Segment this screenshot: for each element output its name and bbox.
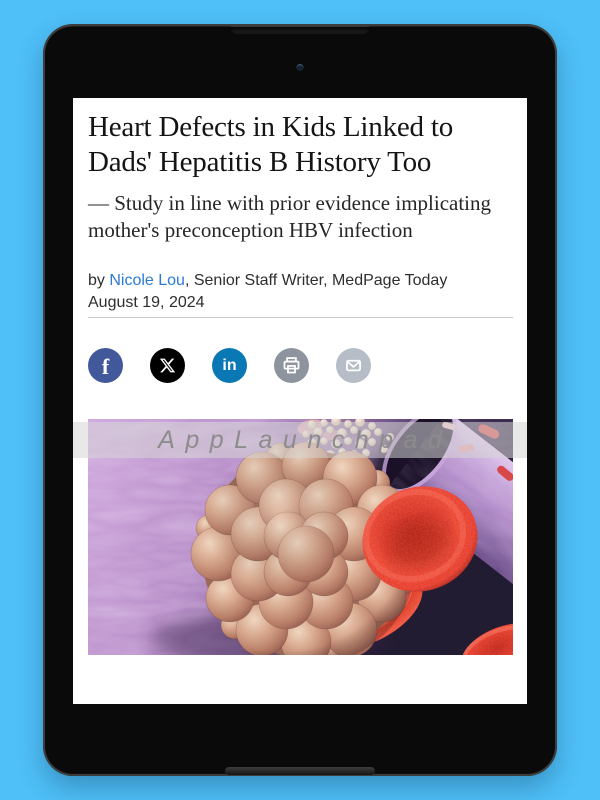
bottom-port-bar — [225, 767, 375, 775]
front-camera-icon — [297, 64, 304, 71]
facebook-share-button[interactable] — [88, 348, 123, 383]
printer-icon — [281, 355, 302, 376]
article-subtitle: — Study in line with prior evidence implicating mother's preconception HBV infection — [88, 191, 492, 242]
linkedin-share-button[interactable] — [212, 348, 247, 383]
email-share-button[interactable] — [336, 348, 371, 383]
article-date: August 19, 2024 — [88, 294, 205, 311]
byline-rest: , Senior Staff Writer, MedPage Today — [184, 272, 448, 289]
byline — [88, 270, 513, 292]
article-content — [73, 98, 527, 655]
envelope-icon — [343, 355, 364, 376]
top-antenna-band — [231, 26, 369, 34]
tablet-screen — [73, 98, 527, 704]
hero-image — [88, 419, 513, 655]
author-link[interactable]: Nicole Lou — [109, 272, 185, 289]
article-title: Heart Defects in Kids Linked to Dads' Hepatitis B History Too — [88, 111, 454, 178]
linkedin-icon: in — [222, 356, 237, 374]
applaunchpad-watermark: AppLaunchpad — [73, 422, 527, 458]
tablet-frame — [43, 24, 557, 776]
print-button[interactable] — [274, 348, 309, 383]
byline-prefix: by — [88, 272, 110, 289]
share-toolbar — [88, 348, 513, 383]
facebook-icon: f — [101, 354, 110, 379]
x-icon — [159, 357, 176, 374]
divider — [88, 317, 513, 318]
x-share-button[interactable] — [150, 348, 185, 383]
hepatitis-virus-illustration — [88, 419, 513, 655]
